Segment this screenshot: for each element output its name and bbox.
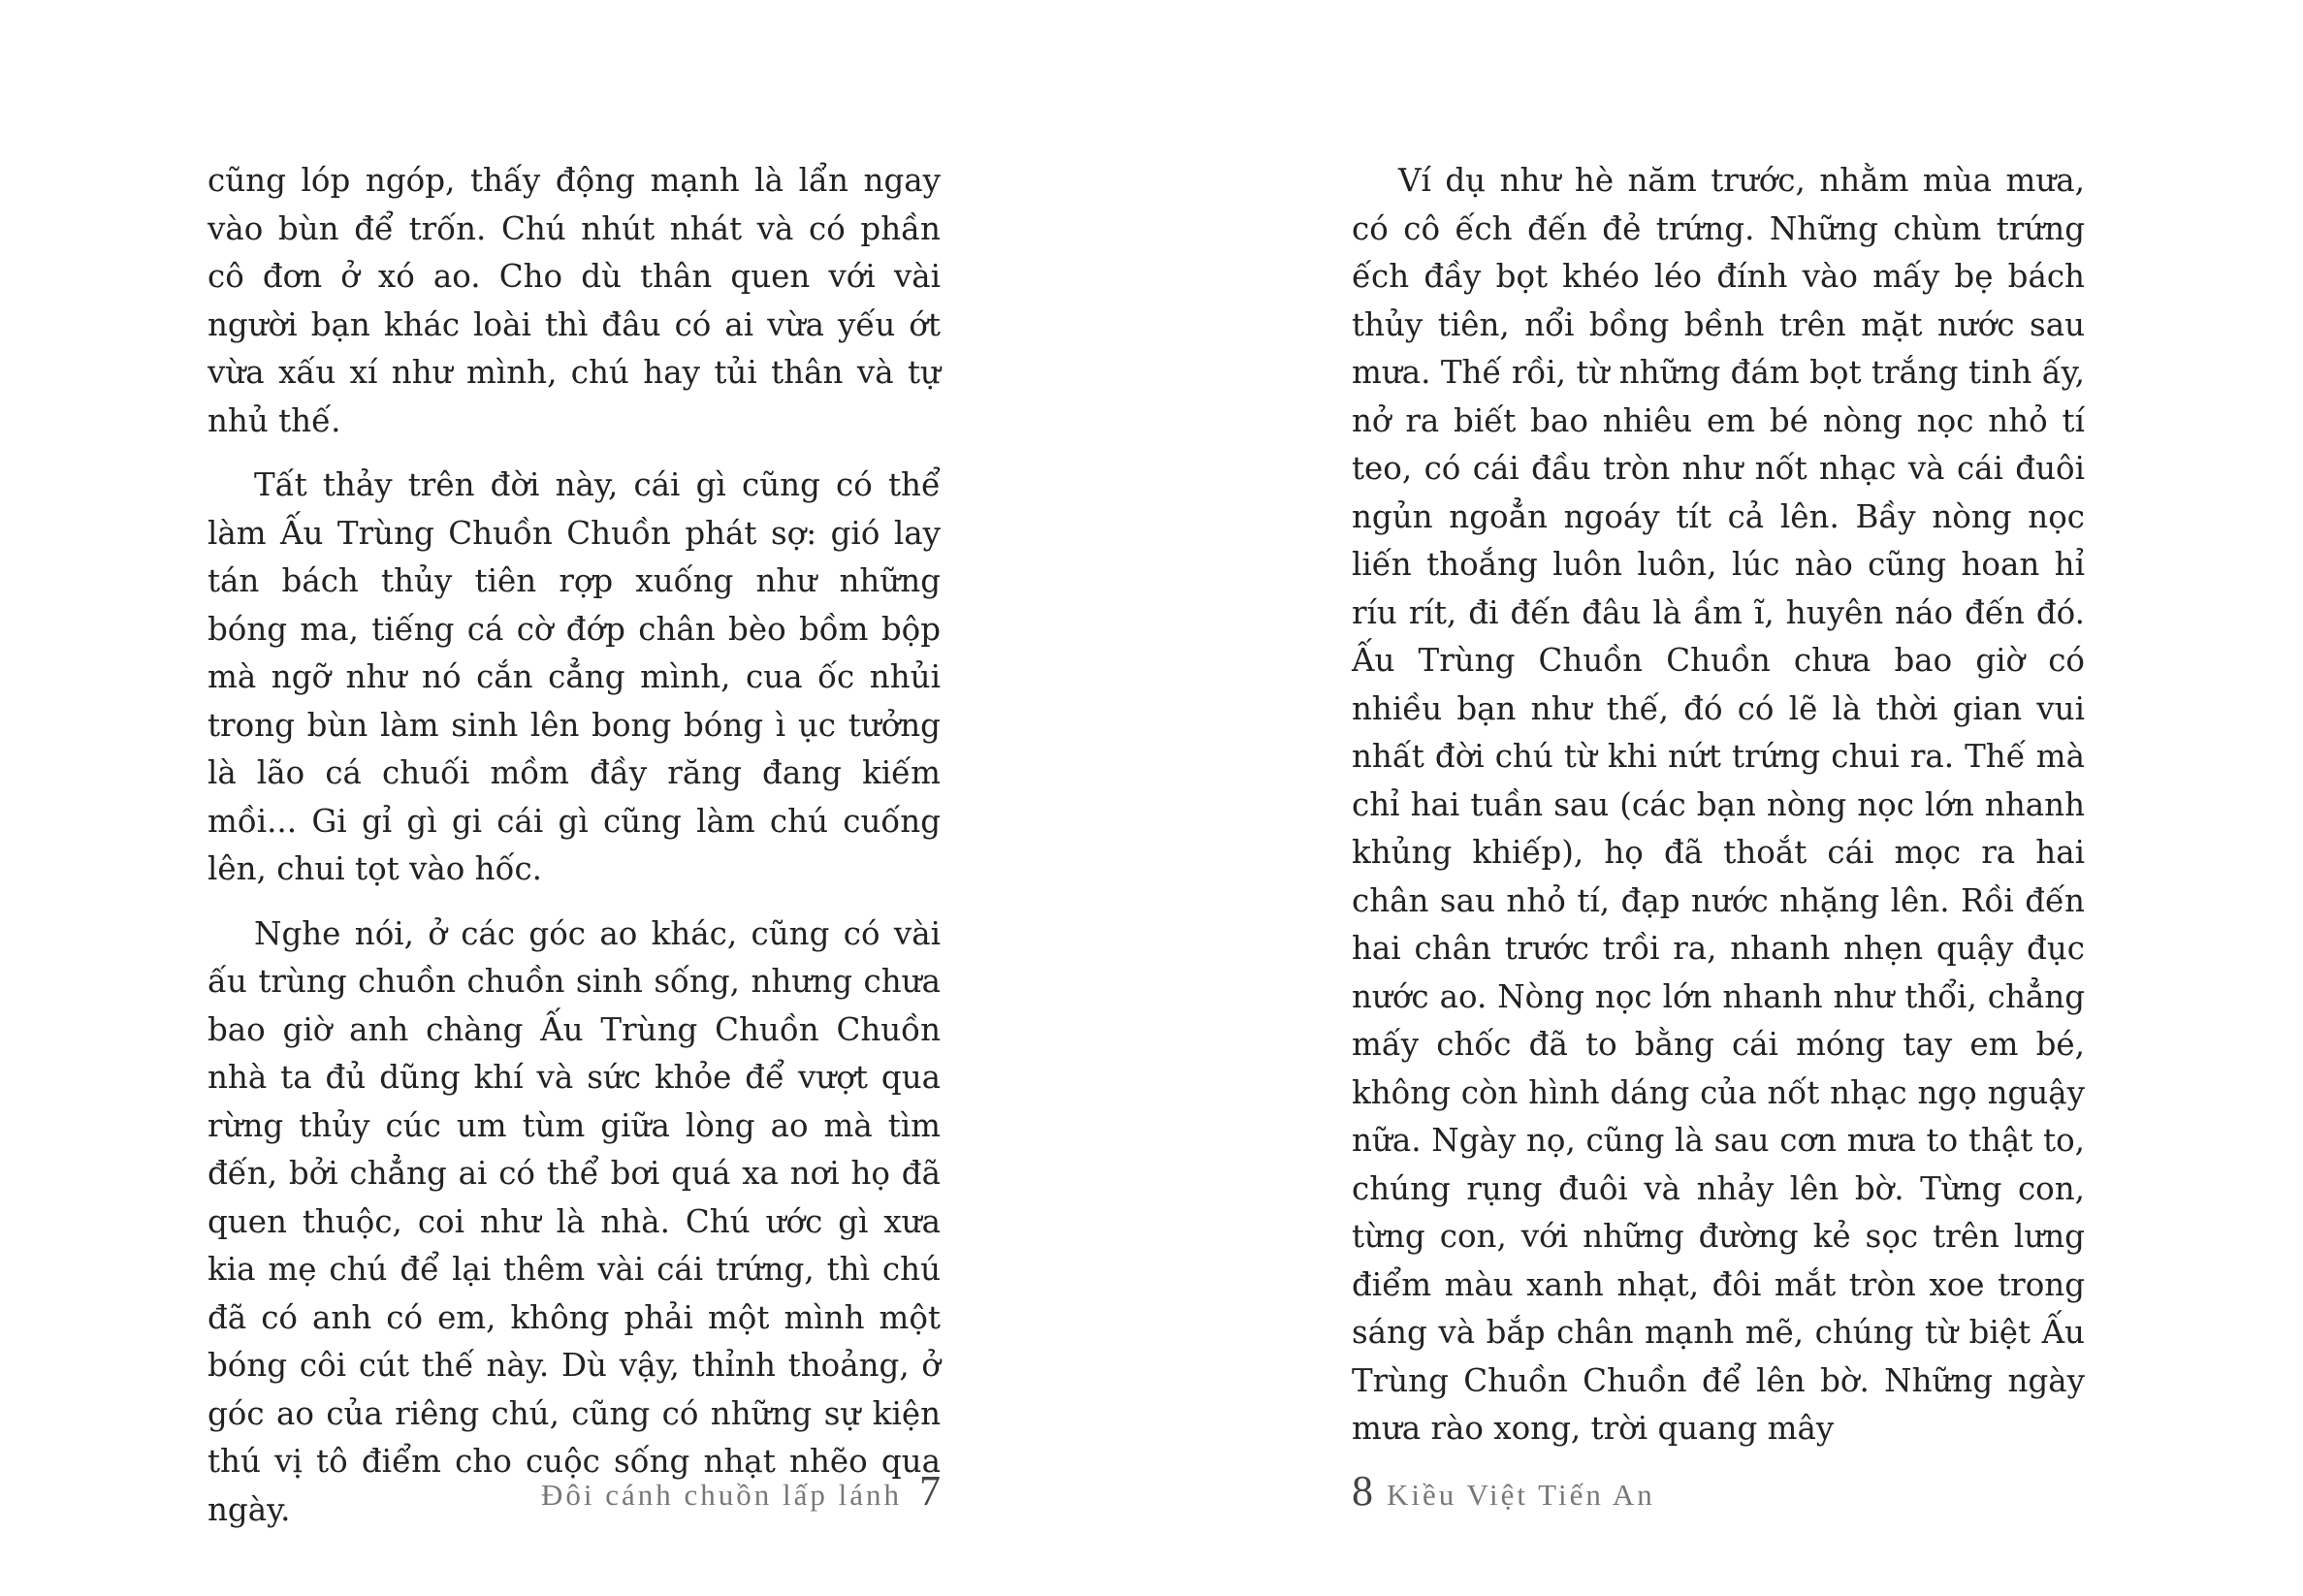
page-number: 7 bbox=[919, 1467, 941, 1515]
paragraph: Ví dụ như hè năm trước, nhằm mùa mưa, có cô ếch đến đẻ trứng. Những chùm trứng ếch đầy bọt khéo léo đính vào mấy bẹ bách thủy tiên, nổi bồng bềnh trên mặt nước sau mưa. Thế rồi, từ những đám bọt trắng tinh ấy, nở ra biết bao nhiêu em bé nòng nọc nhỏ tí teo, có cái đầu tròn như nốt nhạc và cái đuôi ngủn ngoẳn ngoáy tít cả lên. Bầy nòng nọc liến thoắng luôn luôn, lúc nào cũng hoan hỉ ríu rít, đi đến đâu là ầm ĩ, huyên náo đến đó. Ấu Trùng Chuồn Chuồn chưa bao giờ có nhiều bạn như thế, đó có lẽ là thời gian vui nhất đời chú từ khi nứt trứng chui ra. Thế mà chỉ hai tuần sau (các bạn nòng nọc lớn nhanh khủng khiếp), họ đã thoắt cái mọc ra hai chân sau nhỏ tí, đạp nước nhặng lên. Rồi đến hai chân trước trồi ra, nhanh nhẹn quậy đục nước ao. Nòng nọc lớn nhanh như thổi, chẳng mấy chốc đã to bằng cái móng tay em bé, không còn hình dáng của nốt nhạc ngọ nguậy nữa. Ngày nọ, cũng là sau cơn mưa to thật to, chúng rụng đuôi và nhảy lên bờ. Từng con, từng con, với những đường kẻ sọc trên lưng điểm màu xanh nhạt, đôi mắt tròn xoe trong sáng và bắp chân mạnh mẽ, chúng từ biệt Ấu Trùng Chuồn Chuồn để lên bờ. Những ngày mưa rào xong, trời quang mây bbox=[1352, 162, 2085, 1447]
right-page-body bbox=[1352, 157, 2085, 1453]
page-number: 8 bbox=[1352, 1467, 1373, 1515]
author-name: Kiều Việt Tiến An bbox=[1387, 1478, 1655, 1512]
left-page bbox=[0, 0, 1151, 1596]
left-page-body bbox=[208, 157, 941, 1534]
book-title: Đôi cánh chuồn lấp lánh bbox=[540, 1478, 902, 1512]
paragraph: Nghe nói, ở các góc ao khác, cũng có vài ấu trùng chuồn chuồn sinh sống, nhưng chưa bao giờ anh chàng Ấu Trùng Chuồn Chuồn nhà ta đủ dũng khí và sức khỏe để vượt qua rừng thủy cúc um tùm giữa lòng ao mà tìm đến, bởi chẳng ai có thể bơi quá xa nơi họ đã quen thuộc, coi như là nhà. Chú ước gì xưa kia mẹ chú để lại thêm vài cái trứng, thì chú đã có anh có em, không phải một mình một bóng côi cút thế này. Dù vậy, thỉnh thoảng, ở góc ao của riêng chú, cũng có những sự kiện thú vị tô điểm cho cuộc sống nhạt nhẽo qua ngày. bbox=[208, 914, 941, 1528]
paragraph: Tất thảy trên đời này, cái gì cũng có thể làm Ấu Trùng Chuồn Chuồn phát sợ: gió lay tán bách thủy tiên rợp xuống như những bóng ma, tiếng cá cờ đớp chân bèo bồm bộp mà ngỡ như nó cắn cẳng mình, cua ốc nhủi trong bùn làm sinh lên bong bóng ì ục tưởng là lão cá chuối mồm đầy răng đang kiếm mồi... Gi gỉ gì gi cái gì cũng làm chú cuống lên, chui tọt vào hốc. bbox=[208, 466, 941, 887]
paragraph: cũng lóp ngóp, thấy động mạnh là lẩn ngay vào bùn để trốn. Chú nhút nhát và có phần cô đơn ở xó ao. Cho dù thân quen với vài người bạn khác loài thì đâu có ai vừa yếu ớt vừa xấu xí như mình, chú hay tủi thân và tự nhủ thế. bbox=[208, 162, 941, 439]
right-page-footer bbox=[1352, 1466, 1655, 1524]
right-page bbox=[1152, 0, 2303, 1596]
left-page-footer bbox=[541, 1466, 941, 1524]
